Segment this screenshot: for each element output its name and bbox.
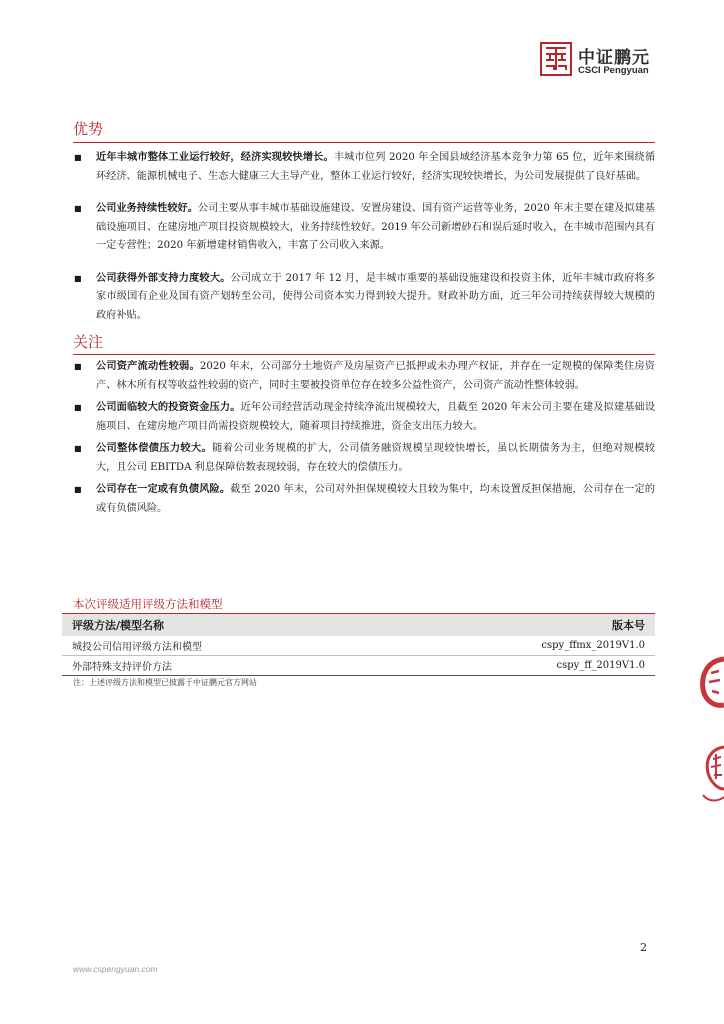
strengths-heading: 优势 xyxy=(73,120,104,138)
method-name-cell: 外部特殊支持评价方法 xyxy=(62,656,387,676)
concerns-rule xyxy=(73,354,655,355)
strength-text: 丰城市位列 2020 年全国县域经济基本竞争力第 65 位，近年来围绕循环经济、能源机械电子、生态大健康三大主导产业，整体工业运行较好，经济实现较快增长，为公司发展提供了良好基础。 xyxy=(96,152,656,182)
table-row xyxy=(62,636,655,656)
bullet-square-icon: ■ xyxy=(74,444,82,453)
company-logo xyxy=(540,42,660,78)
logo-chinese-text: 中证鹏元 xyxy=(578,48,650,68)
strength-item xyxy=(73,270,655,326)
bullet-square-icon: ■ xyxy=(74,153,82,162)
concern-lead: 公司资产流动性较弱。 xyxy=(96,361,200,372)
bullet-square-icon: ■ xyxy=(74,204,82,213)
concern-text: 近年公司经营活动现金持续净流出规模较大，且截至 2020 年末公司主要在建及拟建基础设施项目、在建房地产项目尚需投资规模较大，随着项目持续推进，资金支出压力较大。 xyxy=(96,402,656,432)
header-method-name: 评级方法/模型名称 xyxy=(62,614,387,637)
version-cell: cspy_ffmx_2019V1.0 xyxy=(387,636,655,656)
logo-english-text: CSCI Pengyuan xyxy=(578,65,649,76)
footer-website-link[interactable]: www.cspengyuan.com xyxy=(73,964,158,974)
concerns-heading: 关注 xyxy=(73,333,104,351)
header-version: 版本号 xyxy=(387,614,655,637)
strength-text: 公司成立于 2017 年 12 月，是丰城市重要的基础设施建设和投资主体，近年丰城市政府将多家市级国有企业及国有资产划转至公司，使得公司资本实力得到较大提升。财政补助方面，近三年公司持续获得较大规模的政府补贴。 xyxy=(96,272,656,321)
strength-text: 公司主要从事丰城市基础设施建设、安置房建设、国有资产运营等业务，2020 年末主要在建及拟建基础设施项目、在建房地产项目投资规模较大，业务持续性较好。2019 年公司新增砂石和误后延时收入，在丰城市范围内具有一定专营性；2020 年新增建材销售收入，丰富了公司收入来源。 xyxy=(96,203,655,251)
concern-text: 随着公司业务规模的扩大，公司债务融资规模呈现较快增长，虽以长期债务为主，但绝对规模较大，且公司 EBITDA 利息保障倍数表现较弱，存在较大的偿债压力。 xyxy=(96,443,655,473)
methods-table xyxy=(62,613,655,676)
version-cell: cspy_ff_2019V1.0 xyxy=(387,656,655,676)
strengths-list xyxy=(73,149,655,325)
strength-lead: 公司获得外部支持力度较大。 xyxy=(96,272,231,284)
strengths-rule xyxy=(73,142,655,143)
strength-item xyxy=(73,149,655,186)
table-row xyxy=(62,656,655,676)
page-number: 2 xyxy=(640,941,647,954)
strength-item xyxy=(73,200,655,256)
bullet-square-icon: ■ xyxy=(74,362,82,371)
bullet-square-icon: ■ xyxy=(74,403,82,412)
table-header-row xyxy=(62,614,655,637)
concern-lead: 公司整体偿债压力较大。 xyxy=(96,443,213,454)
methods-table-caption: 本次评级适用评级方法和模型 xyxy=(73,597,223,611)
concern-item xyxy=(73,481,655,518)
bullet-square-icon: ■ xyxy=(74,273,82,283)
method-name-cell: 城投公司信用评级方法和模型 xyxy=(62,636,387,656)
bullet-square-icon: ■ xyxy=(74,485,82,494)
logo-mark-icon xyxy=(540,42,572,76)
concern-item xyxy=(73,399,655,436)
concern-lead: 公司存在一定或有负债风险。 xyxy=(96,484,231,495)
concern-lead: 公司面临较大的投资资金压力。 xyxy=(96,402,241,413)
table-footnote: 注：上述评级方法和模型已披露于中证鹏元官方网站 xyxy=(73,678,257,687)
concern-item xyxy=(73,440,655,477)
concern-item xyxy=(73,358,655,395)
strength-lead: 近年丰城市整体工业运行较好，经济实现较快增长。 xyxy=(96,152,334,163)
strength-lead: 公司业务持续性较好。 xyxy=(96,203,198,214)
seal-stamp-icon xyxy=(697,655,724,805)
concern-text: 2020 年末，公司部分土地资产及房屋资产已抵押或未办理产权证，并存在一定规模的保障类住房资产、林木所有权等收益性较弱的资产，同时主要被投资单位存在较多公益性资产，公司资产流动性整体较弱。 xyxy=(96,361,655,391)
concerns-list xyxy=(73,358,655,518)
concern-text: 截至 2020 年末，公司对外担保规模较大且较为集中，均未设置反担保措施，公司存在一定的或有负债风险。 xyxy=(96,484,656,514)
